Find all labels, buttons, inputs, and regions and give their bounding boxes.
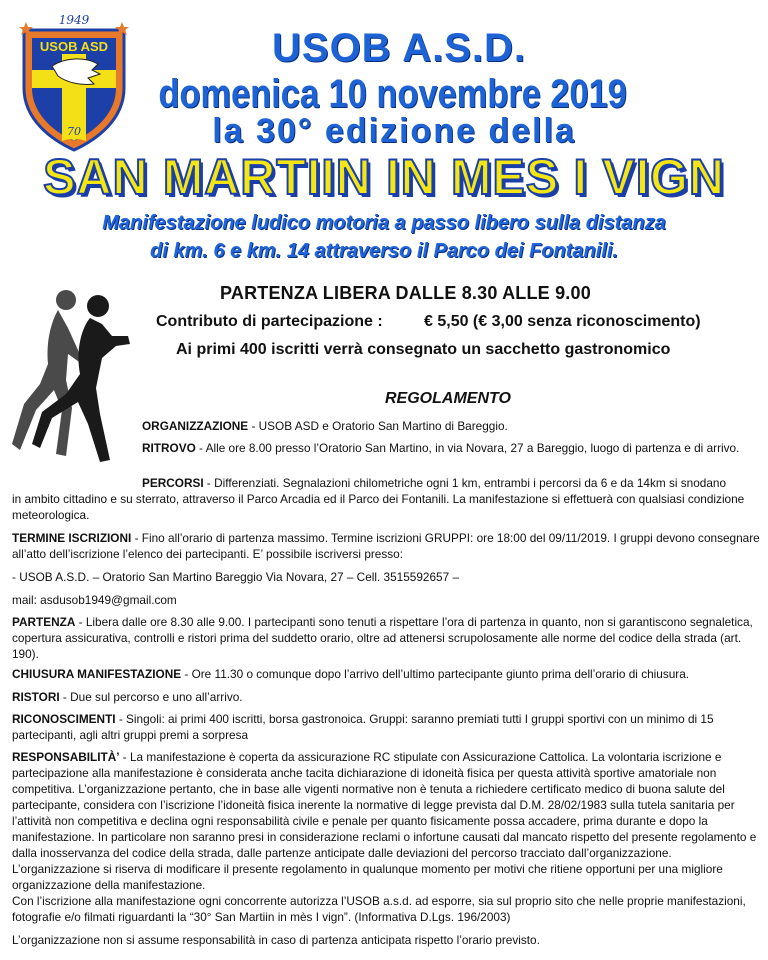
rule-heading: ORGANIZZAZIONE xyxy=(142,419,249,433)
rule-text: - Ore 11.30 o comunque dopo l’arrivo dell’ultimo partecipante giunto prima dell’orario di chiusura. xyxy=(181,667,690,681)
privacy-note: Con l’iscrizione alla manifestazione ogni concorrente autorizza l’USOB a.s.d. ad esporre, sia sul proprio sito che nelle proprie manifestazioni, fotografie e/o filmati riguardanti la “30° San Martiin in mès I vign”. (Informativa D.Lgs. 196/2003) xyxy=(12,894,746,924)
rule-heading: CHIUSURA MANIFESTAZIONE xyxy=(12,667,182,681)
edition-line: la 30° edizione della xyxy=(212,112,576,150)
rule-text: - Alle ore 8.00 presso l’Oratorio San Martino, in via Novara, 27 a Bareggio, luogo di partenza e di arrivo. xyxy=(195,441,740,455)
rule-partenza xyxy=(12,614,760,662)
disclaimer-note: L’organizzazione non si assume responsabilità in caso di partenza anticipata rispetto l’orario previsto. xyxy=(12,933,540,947)
gift-bag-note: Ai primi 400 iscritti verrà consegnato un sacchetto gastronomico xyxy=(176,341,671,358)
contact-line: - USOB A.S.D. – Oratorio San Martino Bareggio Via Novara, 27 – Cell. 3515592657 – xyxy=(12,570,460,584)
logo-year-top: 1949 xyxy=(58,13,90,27)
event-date: domenica 10 novembre 2019 xyxy=(158,72,627,116)
rule-percorsi-continued xyxy=(12,491,760,523)
rule-heading: RISTORI xyxy=(12,690,60,704)
rule-heading: PARTENZA xyxy=(12,615,76,629)
rule-text: - Due sul percorso e uno all’arrivo. xyxy=(59,690,243,704)
mail-line: mail: asdusob1949@gmail.com xyxy=(12,593,177,607)
rule-iscrizioni xyxy=(12,530,760,562)
rule-organizzazione xyxy=(142,418,757,434)
start-time: PARTENZA LIBERA DALLE 8.30 ALLE 9.00 xyxy=(220,283,591,303)
rule-text: in ambito cittadino e su sterrato, attraverso il Parco Arcadia ed il Parco dei Fontanili. La manifestazione si effettuerà con qualsiasi condizione meteorologica. xyxy=(12,492,745,522)
event-name: SAN MARTIIN IN MES I VIGN xyxy=(43,149,725,205)
rule-text: - Singoli: ai primi 400 iscritti, borsa gastronoica. Gruppi: saranno premiati tutti I gruppi sportivi con un minimo di 15 partecipanti, agli altri gruppi premi a sorpresa xyxy=(12,712,714,742)
rule-text: - Differenziati. Segnalazioni chilometriche ogni 1 km, entrambi i percorsi da 6 e da 14km si snodano xyxy=(203,476,727,490)
rule-percorsi xyxy=(142,475,760,491)
logo-name: USOB ASD xyxy=(39,39,109,54)
subtitle-line-2: di km. 6 e km. 14 attraverso il Parco dei Fontanili. xyxy=(150,240,618,262)
fee-label: Contributo di partecipazione : xyxy=(156,313,383,330)
rule-heading: RITROVO xyxy=(142,441,196,455)
rule-chiusura xyxy=(12,666,760,682)
rule-heading: RESPONSABILITÀ’ xyxy=(12,750,120,764)
rule-text: - Libera dalle ore 8.30 alle 9.00. I partecipanti sono tenuti a rispettare l’ora di partenza in quanto, non si garantiscono segnaletica, copertura assicurativa, controlli e ristori prima del suddetto orario, oltre ad attenersi scrupolosamente alle norme del codice della strada (art. 190). xyxy=(12,615,753,661)
rule-heading: TERMINE ISCRIZIONI xyxy=(12,531,132,545)
fee-value: € 5,50 (€ 3,00 senza riconoscimento) xyxy=(424,313,701,330)
rule-riconoscimenti xyxy=(12,711,760,743)
rule-text: - USOB ASD e Oratorio San Martino di Bareggio. xyxy=(248,419,508,433)
club-title: USOB A.S.D. xyxy=(272,26,526,70)
rule-text: - Fino all’orario di partenza massimo. Termine iscrizioni GRUPPI: ore 18:00 del 09/11/2019. I gruppi devono consegnare all’atto dell’iscrizione l’elenco dei partecipanti. E’ possibile iscriversi presso: xyxy=(12,531,760,561)
rule-ritrovo xyxy=(142,440,760,456)
runners-silhouette-icon xyxy=(6,284,136,474)
rules-title: REGOLAMENTO xyxy=(385,390,511,407)
rule-heading: PERCORSI xyxy=(142,476,204,490)
rule-text: - La manifestazione è coperta da assicurazione RC stipulate con Assicurazione Cattolica. La volontaria iscrizione e partecipazione alla manifestazione è considerata anche tacita dichiarazione di idoneità fisica per questa attività sportive amatoriale non competitiva. L’organizzazione pertanto, che in base alle vigenti normative non è tenuta a richiedere certificato medico di buona salute del partecipante, considera con l’iscrizione l’idoneità fisica inerente la normative di legge prevista dal D.M. 28/02/1983 sulla tutela sanitaria per l’attività non competitiva e declina ogni responsabilità civile e penale per quanto fisicamente possa accadere, prima durante e dopo la manifestazione. In particolare non saranno presi in considerazione reclami o infortune causati dal mancato rispetto del presente regolamento e dalla inosservanza del codice della strada, dalle partenze anticipate dalle deviazioni del percorso tracciato dall’organizzazione. L’organizzazione si riserva di modificare il presente regolamento in qualunque momento per motivi che ritiene opportuni per una migliore organizzazione della manifestazione. xyxy=(12,750,757,892)
rule-ristori xyxy=(12,689,760,705)
subtitle-line-1: Manifestazione ludico motoria a passo libero sulla distanza xyxy=(102,212,666,234)
logo-year-bottom: 70 xyxy=(67,125,81,138)
rule-heading: RICONOSCIMENTI xyxy=(12,712,116,726)
rule-responsabilita xyxy=(12,749,760,893)
